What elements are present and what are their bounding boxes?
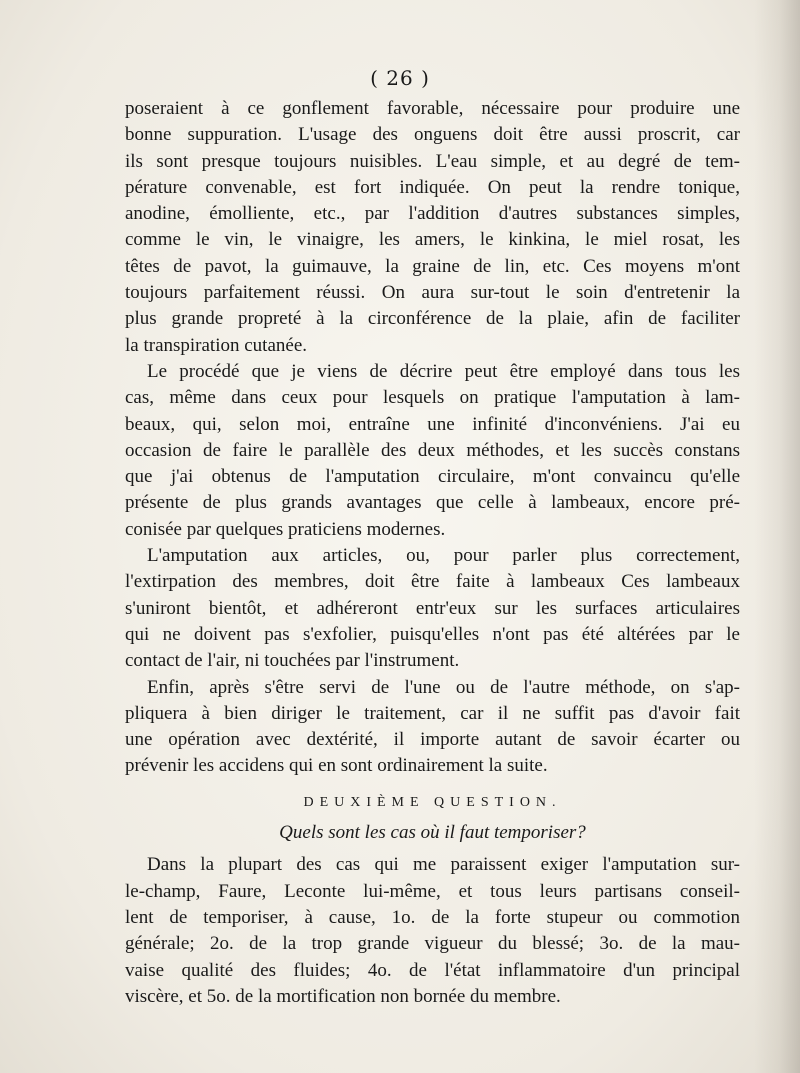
text-line: que j'ai obtenus de l'amputation circulaire, m'ont convaincu qu'elle (125, 466, 740, 488)
text-line: qui ne doivent pas s'exfolier, puisqu'elles n'ont pas été altérées par le (125, 623, 740, 645)
text-line: s'uniront bientôt, et adhéreront entr'eux sur les surfaces articulaires (125, 597, 740, 619)
text-line: L'amputation aux articles, ou, pour parler plus correctement, (147, 545, 740, 567)
text-line: comme le vin, le vinaigre, les amers, le kinkina, le miel rosat, les (125, 229, 740, 251)
text-line: pliquera à bien diriger le traitement, car il ne suffit pas d'avoir fait (125, 702, 740, 724)
text-line: ils sont presque toujours nuisibles. L'eau simple, et au degré de tem- (125, 150, 740, 172)
text-line: beaux, qui, selon moi, entraîne une infinité d'inconvéniens. J'ai eu (125, 413, 740, 435)
text-line: Enfin, après s'être servi de l'une ou de l'autre méthode, on s'ap- (147, 676, 740, 698)
text-line: la transpiration cutanée. (125, 334, 308, 356)
text-line: le-champ, Faure, Leconte lui-même, et tous leurs partisans conseil- (125, 880, 740, 902)
text-line: générale; 2o. de la trop grande vigueur du blessé; 3o. de la mau- (125, 933, 740, 955)
text-line: plus grande propreté à la circonférence de la plaie, afin de faciliter (125, 308, 740, 330)
paragraph-5 (125, 852, 740, 1010)
page-binding-shadow (754, 0, 800, 1073)
text-line: conisée par quelques praticiens modernes. (125, 518, 446, 540)
text-line: une opération avec dextérité, il importe autant de savoir écarter ou (125, 729, 740, 751)
text-line: toujours parfaitement réussi. On aura sur-tout le soin d'entretenir la (125, 282, 740, 304)
text-line: présente de plus grands avantages que celle à lambeaux, encore pré- (125, 492, 740, 514)
text-line: anodine, émolliente, etc., par l'addition d'autres substances simples, (125, 203, 740, 225)
section-heading: DEUXIÈME QUESTION. (303, 794, 562, 810)
text-line: têtes de pavot, la guimauve, la graine de lin, etc. Ces moyens m'ont (125, 255, 740, 277)
text-line: Dans la plupart des cas qui me paraissent exiger l'amputation sur- (147, 854, 740, 876)
paragraph-2 (125, 359, 740, 543)
text-line: vaise qualité des fluides; 4o. de l'état inflammatoire d'un principal (125, 959, 740, 981)
text-line: cas, même dans ceux pour lesquels on pratique l'amputation à lam- (125, 387, 740, 409)
section-question: Quels sont les cas où il faut temporiser? (279, 822, 586, 844)
body-text (125, 96, 740, 1010)
text-line: occasion de faire le parallèle des deux méthodes, et les succès constans (125, 439, 740, 461)
paragraph-3 (125, 543, 740, 674)
paragraph-4 (125, 675, 740, 780)
text-line: l'extirpation des membres, doit être faite à lambeaux Ces lambeaux (125, 571, 740, 593)
text-line: Le procédé que je viens de décrire peut être employé dans tous les (147, 360, 740, 382)
text-line: bonne suppuration. L'usage des onguens doit être aussi proscrit, car (125, 124, 740, 146)
paragraph-1 (125, 96, 740, 359)
text-line: poseraient à ce gonflement favorable, nécessaire pour produire une (125, 98, 740, 119)
text-line: viscère, et 5o. de la mortification non bornée du membre. (125, 985, 561, 1007)
text-line: prévenir les accidens qui en sont ordinairement la suite. (125, 755, 548, 777)
text-line: pérature convenable, est fort indiquée. On peut la rendre tonique, (125, 176, 740, 198)
text-line: contact de l'air, ni touchées par l'instrument. (125, 650, 460, 672)
page-number: ( 26 ) (370, 66, 430, 90)
text-line: lent de temporiser, à cause, 1o. de la forte stupeur ou commotion (125, 906, 740, 928)
